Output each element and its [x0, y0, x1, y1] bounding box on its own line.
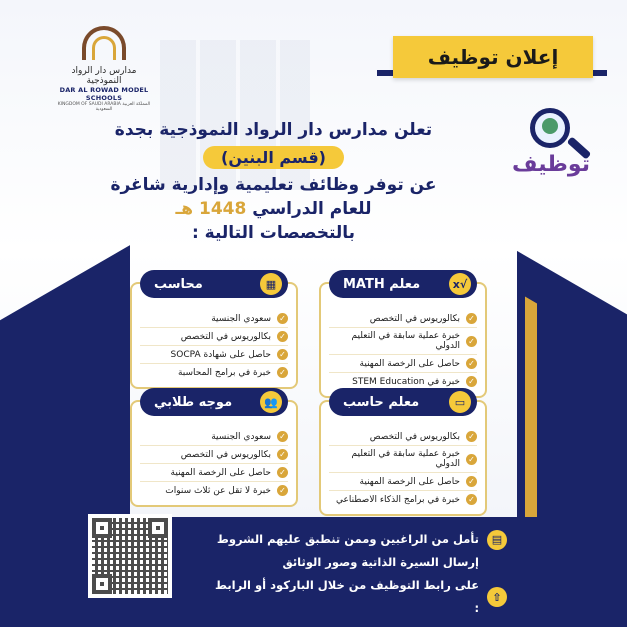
item-text: بكالوريوس في التخصص — [369, 313, 460, 324]
card-header — [329, 388, 477, 416]
check-icon: ✓ — [277, 367, 288, 378]
intro-year-prefix: للعام الدراسي — [252, 199, 372, 219]
list-item — [329, 446, 477, 473]
check-icon: ✓ — [466, 313, 477, 324]
card-accountant — [130, 276, 298, 389]
school-logo — [54, 20, 154, 112]
cta-row — [207, 528, 507, 551]
card-title: معلم MATH — [343, 276, 421, 292]
section-pill: (قسم البنين) — [203, 146, 344, 169]
item-text: خبرة عملية سابقة في التعليم الدولي — [351, 331, 460, 351]
item-text: سعودي الجنسية — [211, 313, 271, 324]
call-to-action — [207, 528, 507, 620]
card-header — [140, 270, 288, 298]
card-computer-teacher — [319, 394, 487, 516]
list-item — [329, 328, 477, 355]
card-header — [329, 270, 477, 298]
item-text: سعودي الجنسية — [211, 431, 271, 442]
intro-line1: تعلن مدارس دار الرواد النموذجية بجدة — [114, 120, 433, 140]
logo-subtitle: KINGDOM OF SAUDI ARABIA المملكة العربية السعودية — [57, 102, 151, 112]
qr-eye — [92, 574, 112, 594]
cta-row — [207, 551, 507, 574]
list-item — [140, 482, 288, 499]
intro-text — [60, 120, 487, 243]
intro-line4: بالتخصصات التالية : — [191, 223, 356, 243]
cta-line3: على رابط التوظيف من خلال الباركود أو الرابط : — [215, 578, 480, 615]
check-icon: ✓ — [466, 358, 477, 369]
document-icon: ▤ — [487, 530, 507, 550]
cta-line2: إرسال السيرة الذاتية وصور الوثائق — [282, 555, 479, 569]
calculator-icon: ▦ — [260, 273, 282, 295]
item-text: خبرة في برامج المحاسبة — [177, 367, 271, 378]
qr-eye — [148, 518, 168, 538]
item-text: بكالوريوس في التخصص — [180, 449, 271, 460]
badge-text: توظيف — [512, 152, 590, 177]
item-text: خبرة لا تقل عن ثلاث سنوات — [165, 485, 271, 496]
check-icon: ✓ — [466, 431, 477, 442]
check-icon: ✓ — [466, 376, 477, 387]
intro-line3 — [60, 199, 487, 219]
monitor-icon: ▭ — [449, 391, 471, 413]
list-item — [140, 310, 288, 328]
check-icon: ✓ — [277, 313, 288, 324]
list-item — [329, 473, 477, 491]
sqrt-icon: √x — [449, 273, 471, 295]
cta-line1: تأمل من الراغبين وممن تنطبق عليهم الشروط — [216, 532, 479, 546]
intro-year: 1448 هـ — [175, 199, 247, 219]
upload-cloud-icon: ⇧ — [487, 587, 507, 607]
card-math-teacher — [319, 276, 487, 398]
check-icon: ✓ — [277, 431, 288, 442]
card-header — [140, 388, 288, 416]
logo-arabic-name: مدارس دار الرواد النموذجية — [71, 66, 137, 86]
list-item — [140, 428, 288, 446]
item-text: حاصل على شهادة SOCPA — [170, 349, 271, 360]
person-icon — [542, 118, 558, 134]
announcement-banner: إعلان توظيف — [393, 36, 593, 78]
item-text: حاصل على الرخصة المهنية — [359, 358, 460, 369]
item-text: خبرة عملية سابقة في التعليم الدولي — [351, 449, 460, 469]
list-item — [140, 328, 288, 346]
intro-line2: عن توفر وظائف تعليمية وإدارية شاغرة — [110, 175, 437, 195]
check-icon: ✓ — [277, 467, 288, 478]
check-icon: ✓ — [466, 494, 477, 505]
item-text: خبرة في STEM Education — [352, 376, 460, 387]
list-item — [329, 428, 477, 446]
list-item — [329, 491, 477, 508]
item-text: حاصل على الرخصة المهنية — [359, 476, 460, 487]
check-icon: ✓ — [277, 449, 288, 460]
card-title: موجه طلابي — [154, 394, 233, 410]
card-title: معلم حاسب — [343, 394, 420, 410]
check-icon: ✓ — [466, 454, 477, 465]
check-icon: ✓ — [277, 349, 288, 360]
list-item — [329, 310, 477, 328]
qr-eye — [92, 518, 112, 538]
list-item — [140, 446, 288, 464]
check-icon: ✓ — [277, 331, 288, 342]
item-text: بكالوريوس في التخصص — [180, 331, 271, 342]
people-icon: 👥 — [260, 391, 282, 413]
qr-code[interactable] — [88, 514, 172, 598]
list-item — [140, 464, 288, 482]
item-text: خبرة في برامج الذكاء الاصطناعي — [335, 494, 460, 505]
card-title: محاسب — [154, 276, 203, 292]
check-icon: ✓ — [466, 336, 477, 347]
list-item — [140, 364, 288, 381]
qr-pattern — [92, 518, 168, 594]
list-item — [329, 355, 477, 373]
card-student-counselor — [130, 394, 298, 507]
item-text: حاصل على الرخصة المهنية — [170, 467, 271, 478]
cta-row — [207, 574, 507, 620]
item-text: بكالوريوس في التخصص — [369, 431, 460, 442]
check-icon: ✓ — [277, 485, 288, 496]
list-item — [140, 346, 288, 364]
logo-english-name: DAR AL ROWAD MODEL SCHOOLS — [59, 86, 149, 102]
logo-arch-icon — [76, 20, 132, 62]
check-icon: ✓ — [466, 476, 477, 487]
hiring-badge — [510, 108, 606, 188]
